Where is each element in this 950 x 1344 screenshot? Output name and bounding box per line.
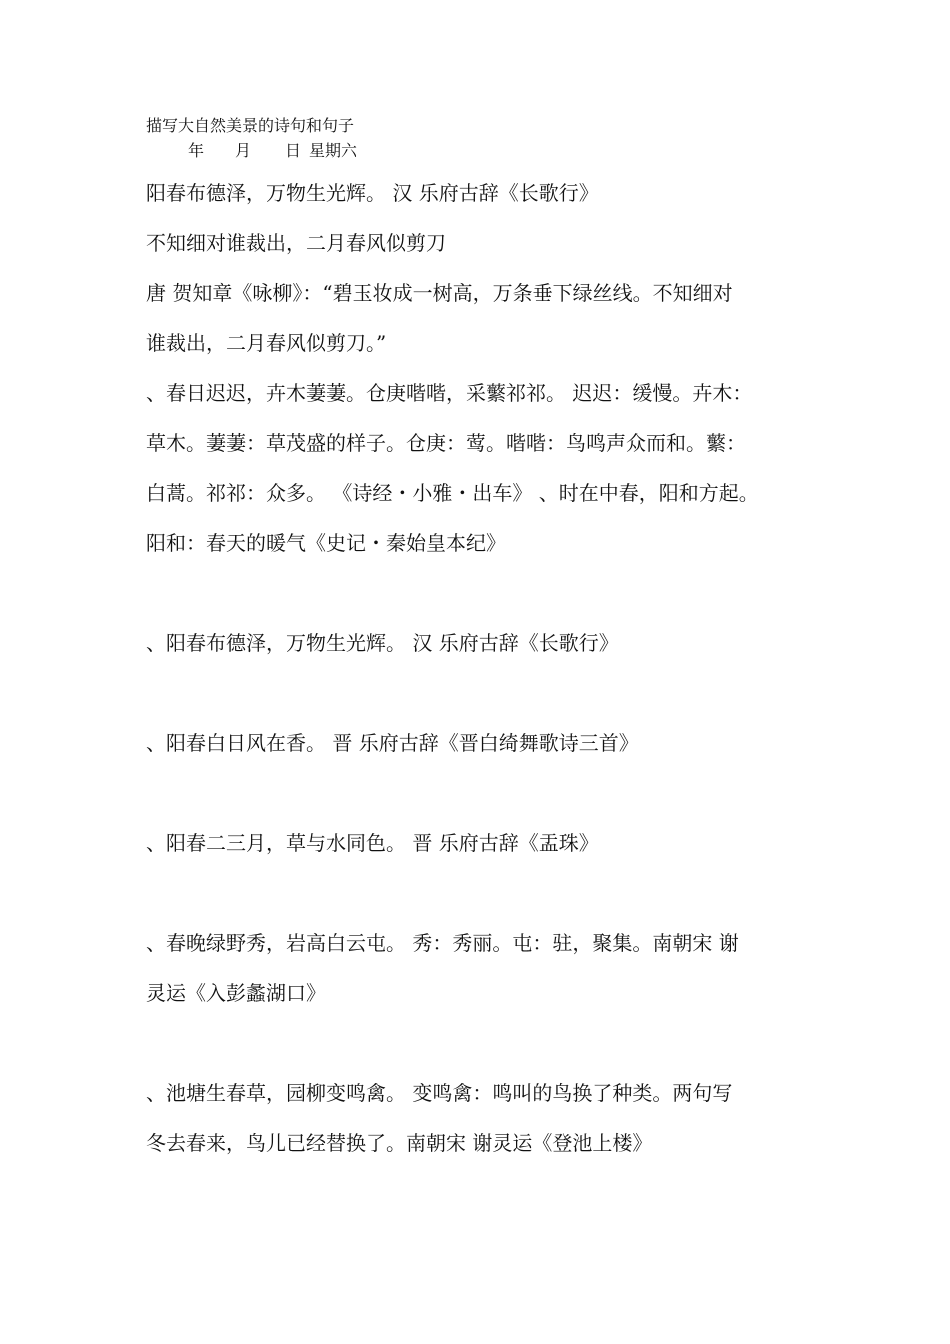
text-line: 、池塘生春草，园柳变鸣禽。 变鸣禽：鸣叫的鸟换了种类。两句写 xyxy=(146,1081,733,1105)
text-line: 、阳春二三月，草与水同色。 晋 乐府古辞《盂珠》 xyxy=(146,831,599,855)
text-line: 、阳春白日风在香。 晋 乐府古辞《晋白绮舞歌诗三首》 xyxy=(146,731,639,755)
text-line: 草木。萋萋：草茂盛的样子。仓庚：莺。喈喈：鸟鸣声众而和。蘩： xyxy=(146,431,746,455)
text-line: 灵运《入彭蠡湖口》 xyxy=(146,981,326,1005)
text-line: 冬去春来，鸟儿已经替换了。南朝宋 谢灵运《登池上楼》 xyxy=(146,1131,653,1155)
date-line xyxy=(188,141,357,161)
text-line: 唐 贺知章《咏柳》：“碧玉妆成一树高，万条垂下绿丝线。不知细对 xyxy=(146,281,733,305)
text-line: 谁裁出，二月春风似剪刀。” xyxy=(146,331,387,355)
text-line: 、阳春布德泽，万物生光辉。 汉 乐府古辞《长歌行》 xyxy=(146,631,619,655)
text-line: 阳和：春天的暖气《史记・秦始皇本纪》 xyxy=(146,531,506,555)
date-year-label: 年 xyxy=(188,141,205,160)
text-line: 阳春布德泽，万物生光辉。 汉 乐府古辞《长歌行》 xyxy=(146,181,599,205)
text-line: 白蒿。祁祁：众多。 《诗经・小雅・出车》 、时在中春，阳和方起。 xyxy=(146,481,759,505)
text-line: 、春日迟迟，卉木萋萋。仓庚喈喈，采蘩祁祁。 迟迟：缓慢。卉木： xyxy=(146,381,753,405)
date-day-label: 日 xyxy=(285,141,302,160)
weekday-label: 星期六 xyxy=(309,141,358,160)
document-title: 描写大自然美景的诗句和句子 xyxy=(146,116,355,135)
text-line: 、春晚绿野秀，岩高白云屯。 秀：秀丽。屯：驻，聚集。南朝宋 谢 xyxy=(146,931,739,955)
date-month-label: 月 xyxy=(235,141,252,160)
text-line: 不知细对谁裁出，二月春风似剪刀 xyxy=(146,231,446,255)
